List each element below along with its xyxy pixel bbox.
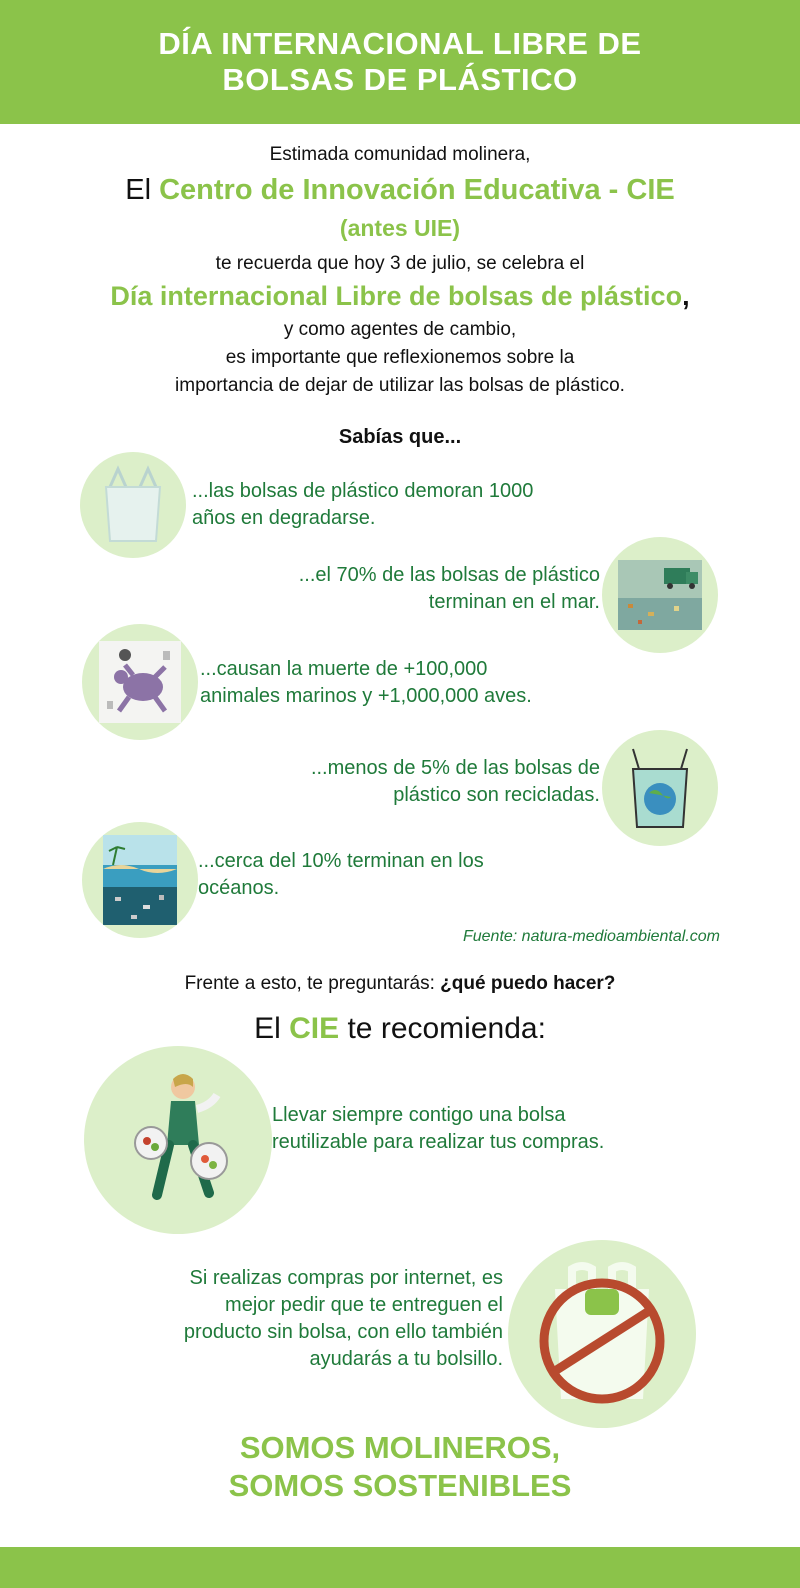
fact-3-line-1: ...causan la muerte de +100,000 — [200, 658, 488, 680]
cie-heading — [0, 174, 800, 207]
rec-1-text — [272, 1102, 604, 1156]
rec-2-line-4: ayudarás a tu bolsillo. — [309, 1348, 503, 1370]
slogan-line-2: SOMOS SOSTENIBLES — [228, 1468, 572, 1503]
rec-2-line-2: mejor pedir que te entreguen el — [225, 1294, 503, 1316]
rec-2-line-1: Si realizas compras por internet, es — [189, 1267, 503, 1289]
antes-uie: (antes UIE) — [339, 215, 461, 241]
cie-name: Centro de Innovación Educativa - CIE — [159, 174, 675, 206]
fact-3-line-2: animales marinos y +1,000,000 aves. — [200, 685, 532, 707]
fact-2-circle — [602, 537, 718, 653]
fact-4-text — [311, 755, 600, 809]
earth-in-bag-icon — [625, 745, 695, 831]
fact-2-line-1: ...el 70% de las bolsas de plástico — [298, 564, 600, 586]
rec-1-circle — [84, 1046, 272, 1234]
header-banner — [0, 0, 800, 124]
sabias-heading: Sabías que... — [338, 426, 462, 448]
fact-1-line-2: años en degradarse. — [192, 507, 376, 529]
fact-5-circle — [82, 822, 198, 938]
fact-4-line-2: plástico son recicladas. — [393, 784, 600, 806]
fact-5-line-2: océanos. — [198, 877, 280, 899]
fact-3-text — [200, 656, 532, 710]
fact-1-line-1: ...las bolsas de plástico demoran 1000 — [192, 480, 534, 502]
slogan — [0, 1429, 800, 1505]
fact-5-line-1: ...cerca del 10% terminan en los — [198, 850, 484, 872]
plastic-bag-icon — [98, 465, 168, 545]
reflex-text: es importante que reflexionemos sobre la — [225, 347, 575, 368]
recuerda-text: te recuerda que hoy 3 de julio, se celebra el — [215, 253, 585, 274]
polluted-ocean-icon — [103, 835, 177, 925]
cie-el: El — [125, 174, 152, 206]
fact-2-line-2: terminan en el mar. — [428, 591, 600, 613]
slogan-line-1: SOMOS MOLINEROS, — [239, 1430, 561, 1465]
question-bold: ¿qué puedo hacer? — [440, 973, 616, 994]
question-text — [0, 973, 800, 995]
footer-bar — [0, 1547, 800, 1588]
rec-1-line-1: Llevar siempre contigo una bolsa — [272, 1104, 566, 1126]
garbage-truck-icon — [618, 560, 702, 630]
question-prefix: Frente a esto, te preguntarás: — [184, 973, 441, 994]
greeting: Estimada comunidad molinera, — [269, 144, 531, 165]
rec-1-line-2: reutilizable para realizar tus compras. — [272, 1131, 605, 1153]
recomienda-rest: te recomienda: — [347, 1012, 546, 1045]
agentes-text: y como agentes de cambio, — [283, 319, 517, 340]
importancia-text: importancia de dejar de utilizar las bolsas de plástico. — [175, 375, 625, 396]
fact-1-text — [192, 478, 533, 532]
title-line-2: BOLSAS DE PLÁSTICO — [222, 62, 578, 97]
title-line-1: DÍA INTERNACIONAL LIBRE DE — [158, 26, 642, 61]
turtle-icon — [99, 641, 181, 723]
fact-4-circle — [602, 730, 718, 846]
fact-2-text — [299, 562, 600, 616]
rec-2-text — [184, 1265, 503, 1373]
recomienda-cie: CIE — [289, 1012, 340, 1045]
dia-name: Día internacional Libre de bolsas de plástico — [110, 281, 683, 311]
recomienda-el: El — [254, 1012, 281, 1045]
rec-2-line-3: producto sin bolsa, con ello también — [183, 1321, 503, 1343]
rec-2-circle — [508, 1240, 696, 1428]
fact-4-line-1: ...menos de 5% de las bolsas de — [310, 757, 600, 779]
no-plastic-bag-icon — [527, 1259, 677, 1409]
dia-heading — [0, 281, 800, 312]
page-title — [158, 26, 641, 98]
dia-comma: , — [682, 281, 690, 311]
fact-3-circle — [82, 624, 198, 740]
source-citation: Fuente: natura-medioambiental.com — [462, 928, 720, 945]
fact-1-circle — [80, 452, 186, 558]
recomienda-heading — [0, 1012, 800, 1046]
woman-shopping-icon — [113, 1065, 243, 1215]
fact-5-text — [198, 848, 484, 902]
